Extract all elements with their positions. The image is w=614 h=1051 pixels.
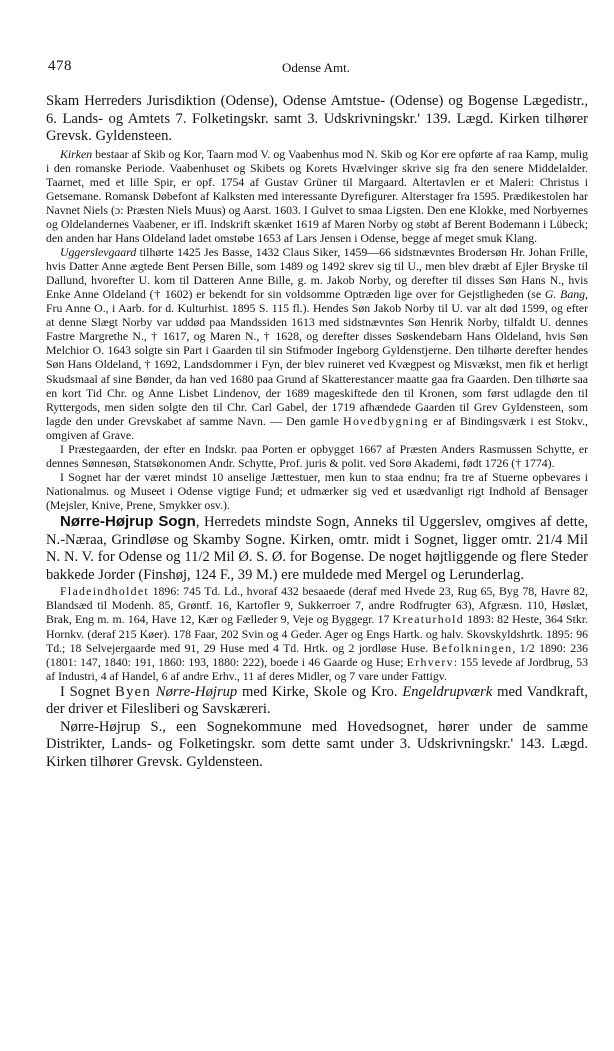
commune-paragraph: Nørre-Højrup S., een Sognekommune med Hovedsognet, hører under de samme Distrikter, Lands- og Folketingskr. som dette samt under 3. Udskrivningskr.' 143. Lægd. Kirken tilhører Grevsk. Gyldensteen. [46, 718, 588, 771]
village-paragraph [46, 684, 588, 719]
parish-text-b: Mil N. N. V. for Odense og 1 [46, 531, 588, 566]
statistics-text-a: 1896: 745 Td. Ld., hvoraf 432 besaaede (deraf med Hvede 23, Rug 65, Byg 78, Havre 82, Blandsæd til Modenh. 85, Grøntf. 16, Kartofler 9, Sukkerroer 7, andre Rodfrugter 63), Afgræsn. 110, Høslæt, Brak, Eng m. m. 164, Have 12, Kær og Fælleder 9, Veje og Byggegr. 17 [46, 584, 588, 627]
manor-main-building: Hovedbygning [343, 413, 429, 428]
church-paragraph [46, 147, 588, 245]
statistics-paragraph [46, 584, 588, 682]
page-header [40, 58, 592, 80]
manor-paragraph [46, 245, 588, 442]
population-lead: Befolkningen [432, 640, 513, 655]
running-head: Odense Amt. [282, 60, 350, 75]
statistics-text-e: : 155 levede af Jordbrug, 53 af Industri, 4 af Handel, 6 af andre Erhv., 11 af deres Midler, og 7 vare under Fattigv. [46, 654, 588, 683]
livestock-lead: Kreaturhold [392, 612, 464, 627]
church-text: bestaar af Skib og Kor, Taarn mod V. og Vaabenhus mod N. Skib og Kor ere opførte af raa Kamp, mulig i den romanske Periode. Vaabenhuset og Skibets og Korets Hvælvinger skrive sig fra den senere Middelalder. Taarnet, med et lille Spir, er opf. 1754 af Gustav Grüner til Margaard. Altertavlen er et Maleri: Christus i Getsemane. Romansk Døbefont af Kalksten med interessante Dyrefigurer. Alterstager fra 1595. Prædikestolen har Navnet Niels (ɔ: Præsten Niels Muus) og Aarst. 1603. I Gulvet to smaa Ligsten. Den ene Klokke, med Norbyernes og Oldelandernes Vaabener, er ifl. Indskrift skænket 1619 af Maren Norby og støbt af Berent Bodemann i Lübeck; den anden har Hans Oldeland ladet omstøbe 1653 af Lars Jensen i Odense, begge af meget smuk Klang. [46, 146, 588, 246]
village-text-d: med Vandkraft, der driver et Filesliberi og Savskæreri. [46, 683, 588, 718]
occupation-lead: Erhverv [406, 654, 454, 669]
parish-paragraph [46, 513, 588, 584]
manor-text-b: , Fru Anne O., i Aarb. for d. Kulturhist. 1895 S. 115 fl.). Hendes Søn Jakob Norby til U. var alt død 1599, og efter at denne Slægt Norby var uddød paa Mandssiden 1613 med sidstnævntes Søn Henrik Norby, tilfaldt U. dennes Fastre Margrethe N., † 1617, og Maren N., † 1628, og derefter disses Søskendebarn Hans Oldeland, hvis Søn Melchior O. 1643 solgte sin Part i Gaarden til sin Stifmoder Ingeborg Gyldenstjerne. Den tilhørte derefter hendes Søn Hans Oldeland, † 1692, Landsdommer i Fyn, der blev ruineret ved Kvægpest og Misvækst, men fik et herligt Skudsmaal af sine Bønder, da han ved 1680 paa Grund af Skatterestancer maatte gaa fra Gaarden. Den tilhørte saa en kort Tid Chr. og Anne Lisbet Lindenov, der 1689 mageskiftede den til Kronen, som først udlagde den til Ryttergods, men siden solgte den til Chr. Carl Gabel, der 1719 afhændede Gaarden til Grev Gyldensteen, som lagde den under Grevskabet af samme Navn. — Den gamle [46, 287, 588, 428]
village-byen: Byen [115, 683, 152, 700]
village-place: Nørre-Højrup [155, 683, 238, 700]
statistics-text-d: 1890: 236 (1801: 147, 1840: 191, 1860: 193, 1880: 222), boede i 46 Gaarde og Huse; [46, 640, 588, 669]
manor-lead: Uggerslevgaard [60, 245, 137, 260]
manor-reference: G. Bang [544, 287, 586, 302]
fraction-quarter: 1/4 [543, 531, 563, 548]
fraction-half: 1/2 [191, 549, 210, 566]
manor-text-a: tilhørte 1425 Jes Basse, 1432 Claus Siker, 1459—66 sidstnævntes Brodersøn Hr. Johan Frille, hvis Datter Anne ægtede Bent Persen Bille, som 1489 og 1492 skrev sig til U., men blev dræbt af Ejler Bryske til Dallund, hvorefter U. kom til Datteren Anne Bille, g. m. Jakob Norby, og derefter til disses Søn Hans N., hvis Enke Anne Oldeland († 1602) er bekendt for sin voldsomme Optræden lige over for Gejstligheden (se [46, 245, 588, 302]
statistics-text-b: 1893: 82 Heste, 364 Stkr. Hornkv. (deraf 215 Køer). 178 Faar, 202 Svin og 4 Geder. Ager og Engs Hartk. og halv. Skovskyldshrtk. 1895: 96 Td.; 18 Selvejergaarde med 91, 29 Huse med 4 Td. Hrtk. og 2 jordløse Huse. [46, 612, 588, 655]
parish-text-c: Mil Ø. S. Ø. for Bogense. De noget højtliggende og flere Steder bakkede Jorder (Finshøj, 124 F., 39 M.) ere muldede med Mergel og Lerunderlag. [46, 549, 588, 583]
village-place-2: Engeldrupværk [402, 683, 493, 700]
fraction-half-census: 1/2 [519, 640, 535, 655]
village-text-c: med Kirke, Skole og Kro. [237, 683, 403, 700]
area-lead: Fladeindholdet [60, 584, 149, 599]
rectory-paragraph: I Præstegaarden, der efter en Indskr. paa Porten er opbygget 1667 af Præsten Anders Rasmussen Schytte, er dennes Sønnesøn, Statsøkonomen Andr. Schytte, Prof. juris & polit. ved Sorø Akademi, født 1726 († 1774). [46, 441, 588, 470]
jurisdiction-paragraph: Skam Herreders Jurisdiktion (Odense), Odense Amtstue- (Odense) og Bogense Lægedistr., 6. Lands- og Amtets 7. Folketingskr. samt 3. Udskrivningskr.' 139. Lægd. Kirken tilhører Grevsk. Gyldensteen. [46, 93, 588, 145]
village-text-a: I Sognet [60, 683, 116, 700]
page-body [46, 93, 588, 772]
parish-text-a: , Herredets mindste Sogn, Anneks til Uggerslev, omgives af dette, N.-Næraa, Grindløse og Skamby Sogne. Kirken, omtr. midt i Sognet, ligger omtr. 2 [46, 514, 588, 548]
statistics-text-c: , [512, 640, 520, 655]
manor-text-c: er af Bindingsværk i est Stokv., omgiven af Grave. [46, 413, 588, 442]
barrows-paragraph: I Sognet har der været mindst 10 anselige Jættestuer, men kun to staa endnu; fra tre af Stuerne opbevares i Nationalmus. og Museet i Odense vigtige Fund; et udmærker sig ved et usædvanligt rigt Indhold af Bensager (Mejsler, Knive, Prene, Smykker osv.). [46, 469, 588, 512]
church-lead: Kirken [60, 146, 93, 161]
page-number: 478 [48, 58, 72, 74]
parish-heading: Nørre-Højrup Sogn [60, 513, 196, 530]
